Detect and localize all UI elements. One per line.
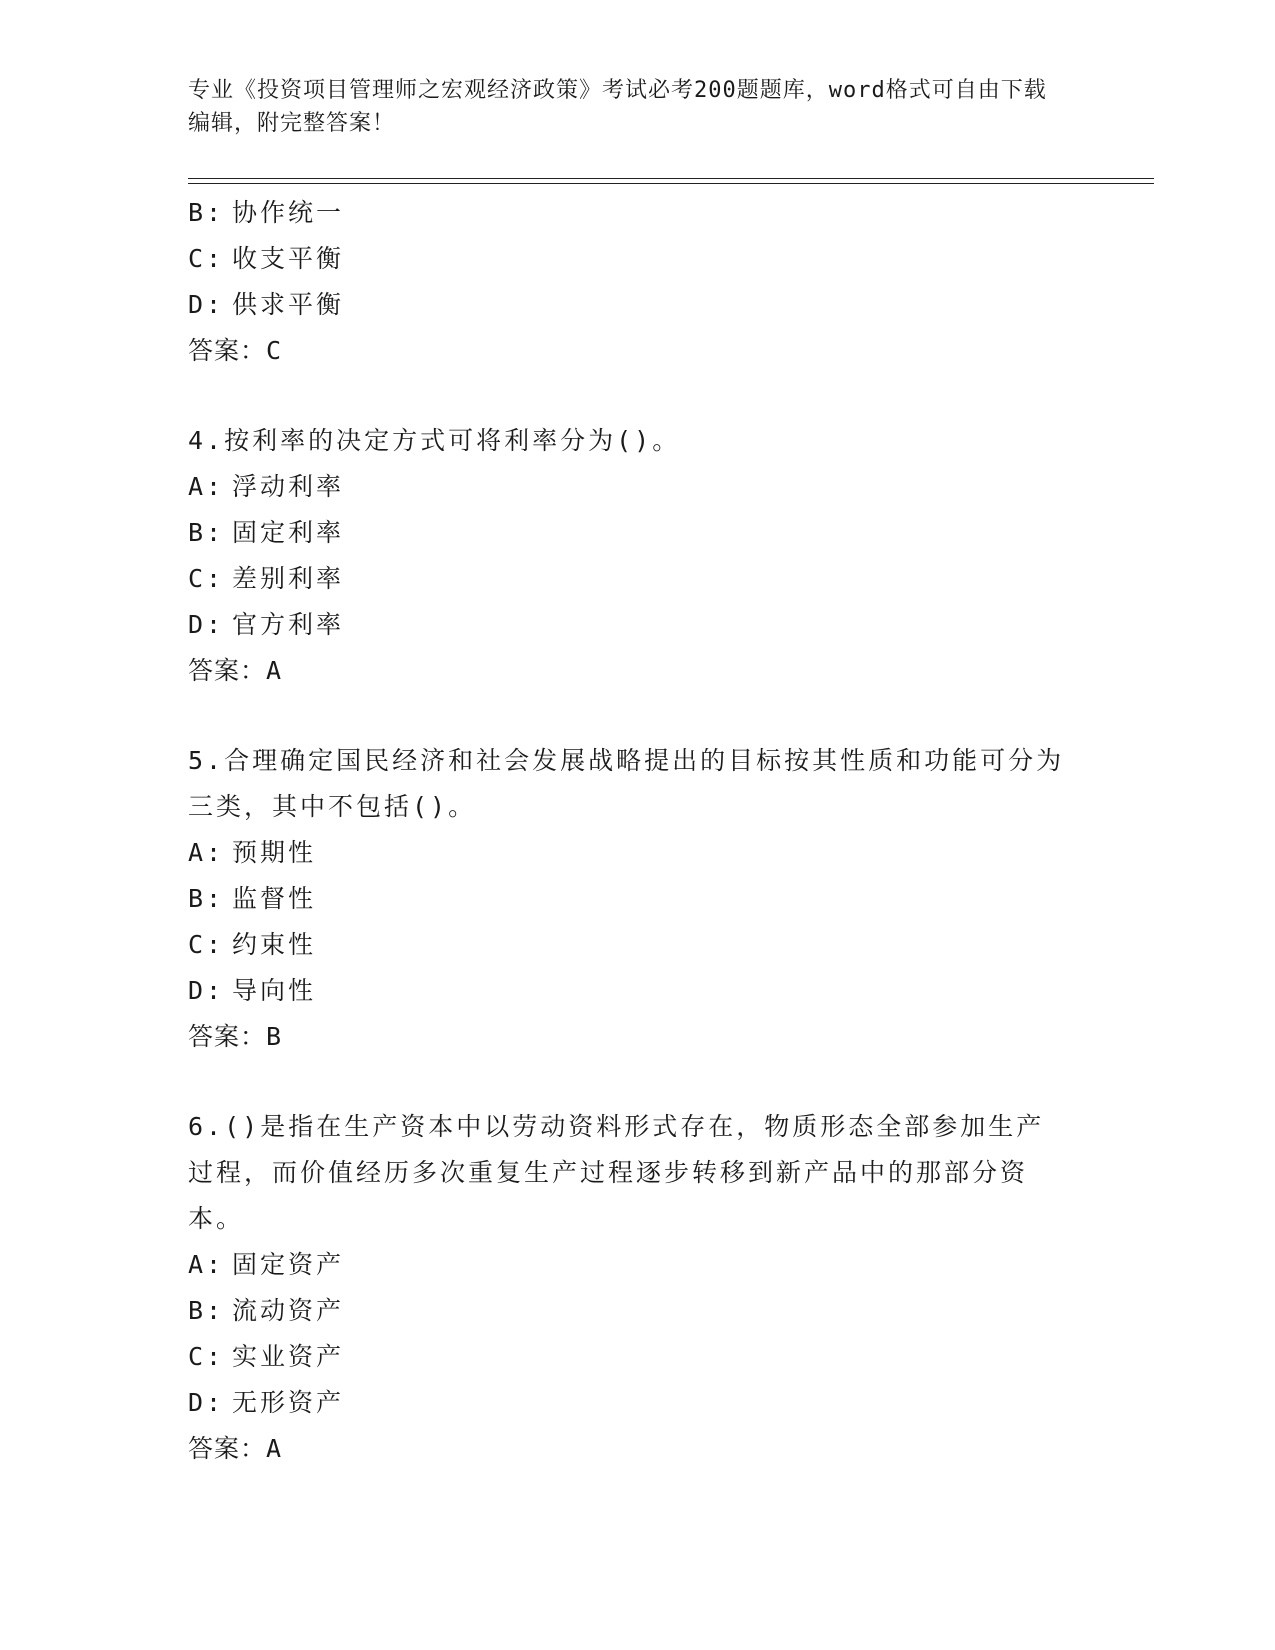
option-d: D: 供求平衡 <box>188 290 345 319</box>
question-stem: 6.()是指在生产资本中以劳动资料形式存在，物质形态全部参加生产过程，而价值经历多次重复生产过程逐步转移到新产品中的那部分资本。 <box>188 1112 1045 1233</box>
option-c: C: 约束性 <box>188 930 317 959</box>
option-d: D: 无形资产 <box>188 1388 345 1417</box>
option-c: C: 实业资产 <box>188 1342 345 1371</box>
option-d: D: 导向性 <box>188 976 317 1005</box>
question-stem: 5.合理确定国民经济和社会发展战略提出的目标按其性质和功能可分为三类，其中不包括()。 <box>188 746 1065 821</box>
question-6 <box>188 1104 1068 1472</box>
document-header: 专业《投资项目管理师之宏观经济政策》考试必考200题题库，word格式可自由下载编辑，附完整答案！ <box>188 78 1047 136</box>
header-rule-top <box>188 178 1154 179</box>
option-b: B: 协作统一 <box>188 198 345 227</box>
answer: 答案：C <box>188 336 283 365</box>
question-partial <box>188 190 1068 374</box>
answer: 答案：A <box>188 656 283 685</box>
option-c: C: 差别利率 <box>188 564 345 593</box>
question-5 <box>188 738 1068 1060</box>
question-4 <box>188 418 1068 694</box>
answer: 答案：A <box>188 1434 283 1463</box>
option-d: D: 官方利率 <box>188 610 345 639</box>
option-a: A: 浮动利率 <box>188 472 345 501</box>
header-rule-bottom <box>188 183 1154 184</box>
option-b: B: 监督性 <box>188 884 317 913</box>
answer: 答案：B <box>188 1022 283 1051</box>
question-list <box>188 190 1068 1472</box>
option-a: A: 预期性 <box>188 838 317 867</box>
question-stem: 4.按利率的决定方式可将利率分为()。 <box>188 426 681 455</box>
option-a: A: 固定资产 <box>188 1250 345 1279</box>
option-b: B: 固定利率 <box>188 518 345 547</box>
option-c: C: 收支平衡 <box>188 244 345 273</box>
option-b: B: 流动资产 <box>188 1296 345 1325</box>
